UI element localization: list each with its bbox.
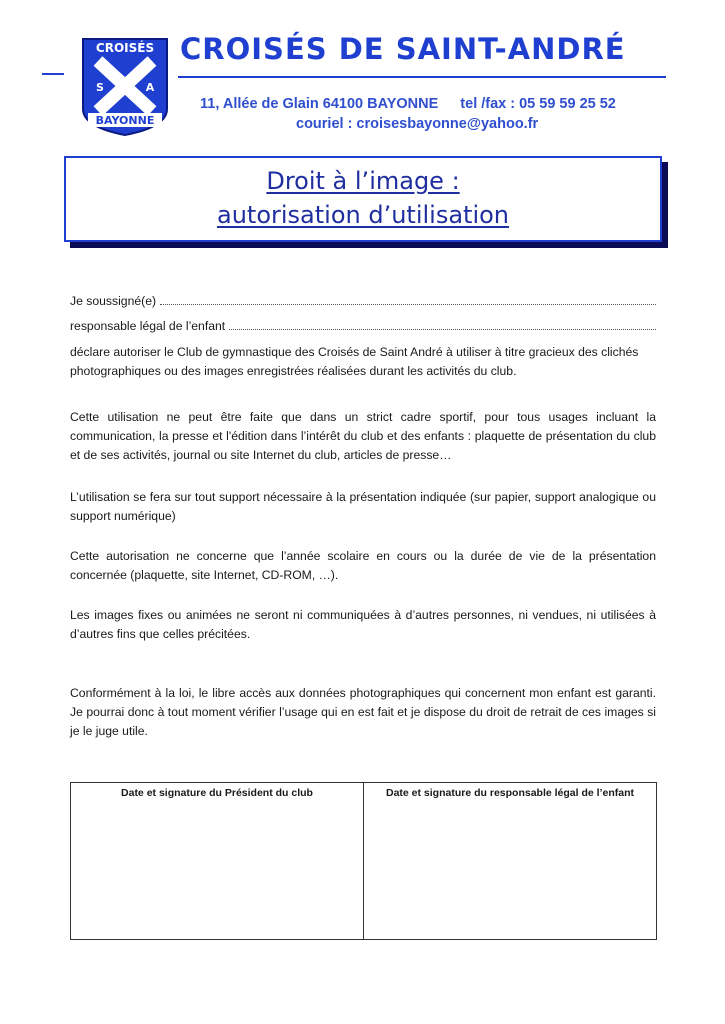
title-box: [64, 156, 662, 242]
org-name: CROISÉS DE SAINT-ANDRÉ: [180, 32, 626, 66]
logo-left-letter: S: [96, 81, 104, 94]
logo-right-letter: A: [145, 81, 155, 94]
president-signature-label: Date et signature du Président du club: [121, 787, 313, 799]
paragraph-supports: L’utilisation se fera sur tout support nécessaire à la présentation indiquée (sur papier, support analogique ou support numérique): [70, 490, 656, 523]
header-rule-right: [178, 76, 666, 78]
logo-bottom-text: BAYONNE: [95, 114, 155, 127]
address: 11, Allée de Glain 64100 BAYONNE: [200, 96, 439, 112]
club-logo: [80, 37, 170, 137]
paragraph-restrictions: Les images fixes ou animées ne seront ni communiquées à d’autres personnes, ni vendues, ni utilisées à d’autres fins que celles précitées.: [70, 608, 656, 641]
president-signature-cell[interactable]: [71, 783, 364, 940]
paragraph-usage-scope: Cette utilisation ne peut être faite que dans un strict cadre sportif, pour tous usages incluant la communication, la presse et l'édition dans l’intérêt du club et des enfants : plaquette de présentation du club et de ses activités, journal ou site Internet du club, articles de presse…: [70, 410, 656, 462]
paragraph-duration: Cette autorisation ne concerne que l’année scolaire en cours ou la durée de vie de la présentation concernée (plaquette, site Internet, CD-ROM, …).: [70, 549, 656, 582]
phone: tel /fax : 05 59 59 25 52: [460, 96, 616, 112]
header-rule-left: [42, 73, 64, 75]
logo-top-text: CROISÉS: [95, 41, 155, 55]
guardian-field[interactable]: [70, 317, 656, 336]
undersigned-dotted-line[interactable]: [160, 294, 656, 305]
contact-line: [200, 96, 660, 112]
title-line-2: autorisation d’utilisation: [216, 201, 510, 229]
signature-table: [70, 782, 657, 940]
club-shield-icon: [80, 37, 170, 137]
guardian-signature-cell[interactable]: [364, 783, 657, 940]
title-line-1: Droit à l’image :: [266, 167, 460, 195]
email: couriel : croisesbayonne@yahoo.fr: [296, 116, 539, 132]
declaration-text: déclare autoriser le Club de gymnastique des Croisés de Saint André à utiliser à titre gracieux des clichés photographiques ou des images enregistrées réalisées durant les activités du club.: [70, 345, 639, 378]
undersigned-field[interactable]: [70, 292, 656, 311]
guardian-signature-label: Date et signature du responsable légal de l’enfant: [386, 787, 634, 799]
guardian-label: responsable légal de l’enfant: [70, 319, 226, 333]
guardian-dotted-line[interactable]: [229, 319, 656, 330]
paragraph-rights: Conformément à la loi, le libre accès aux données photographiques qui concernent mon enfant est garanti. Je pourrai donc à tout moment vérifier l’usage qui en est fait et je dispose du droit de retrait de ces images si je le juge utile.: [70, 686, 656, 738]
undersigned-label: Je soussigné(e): [70, 294, 157, 308]
